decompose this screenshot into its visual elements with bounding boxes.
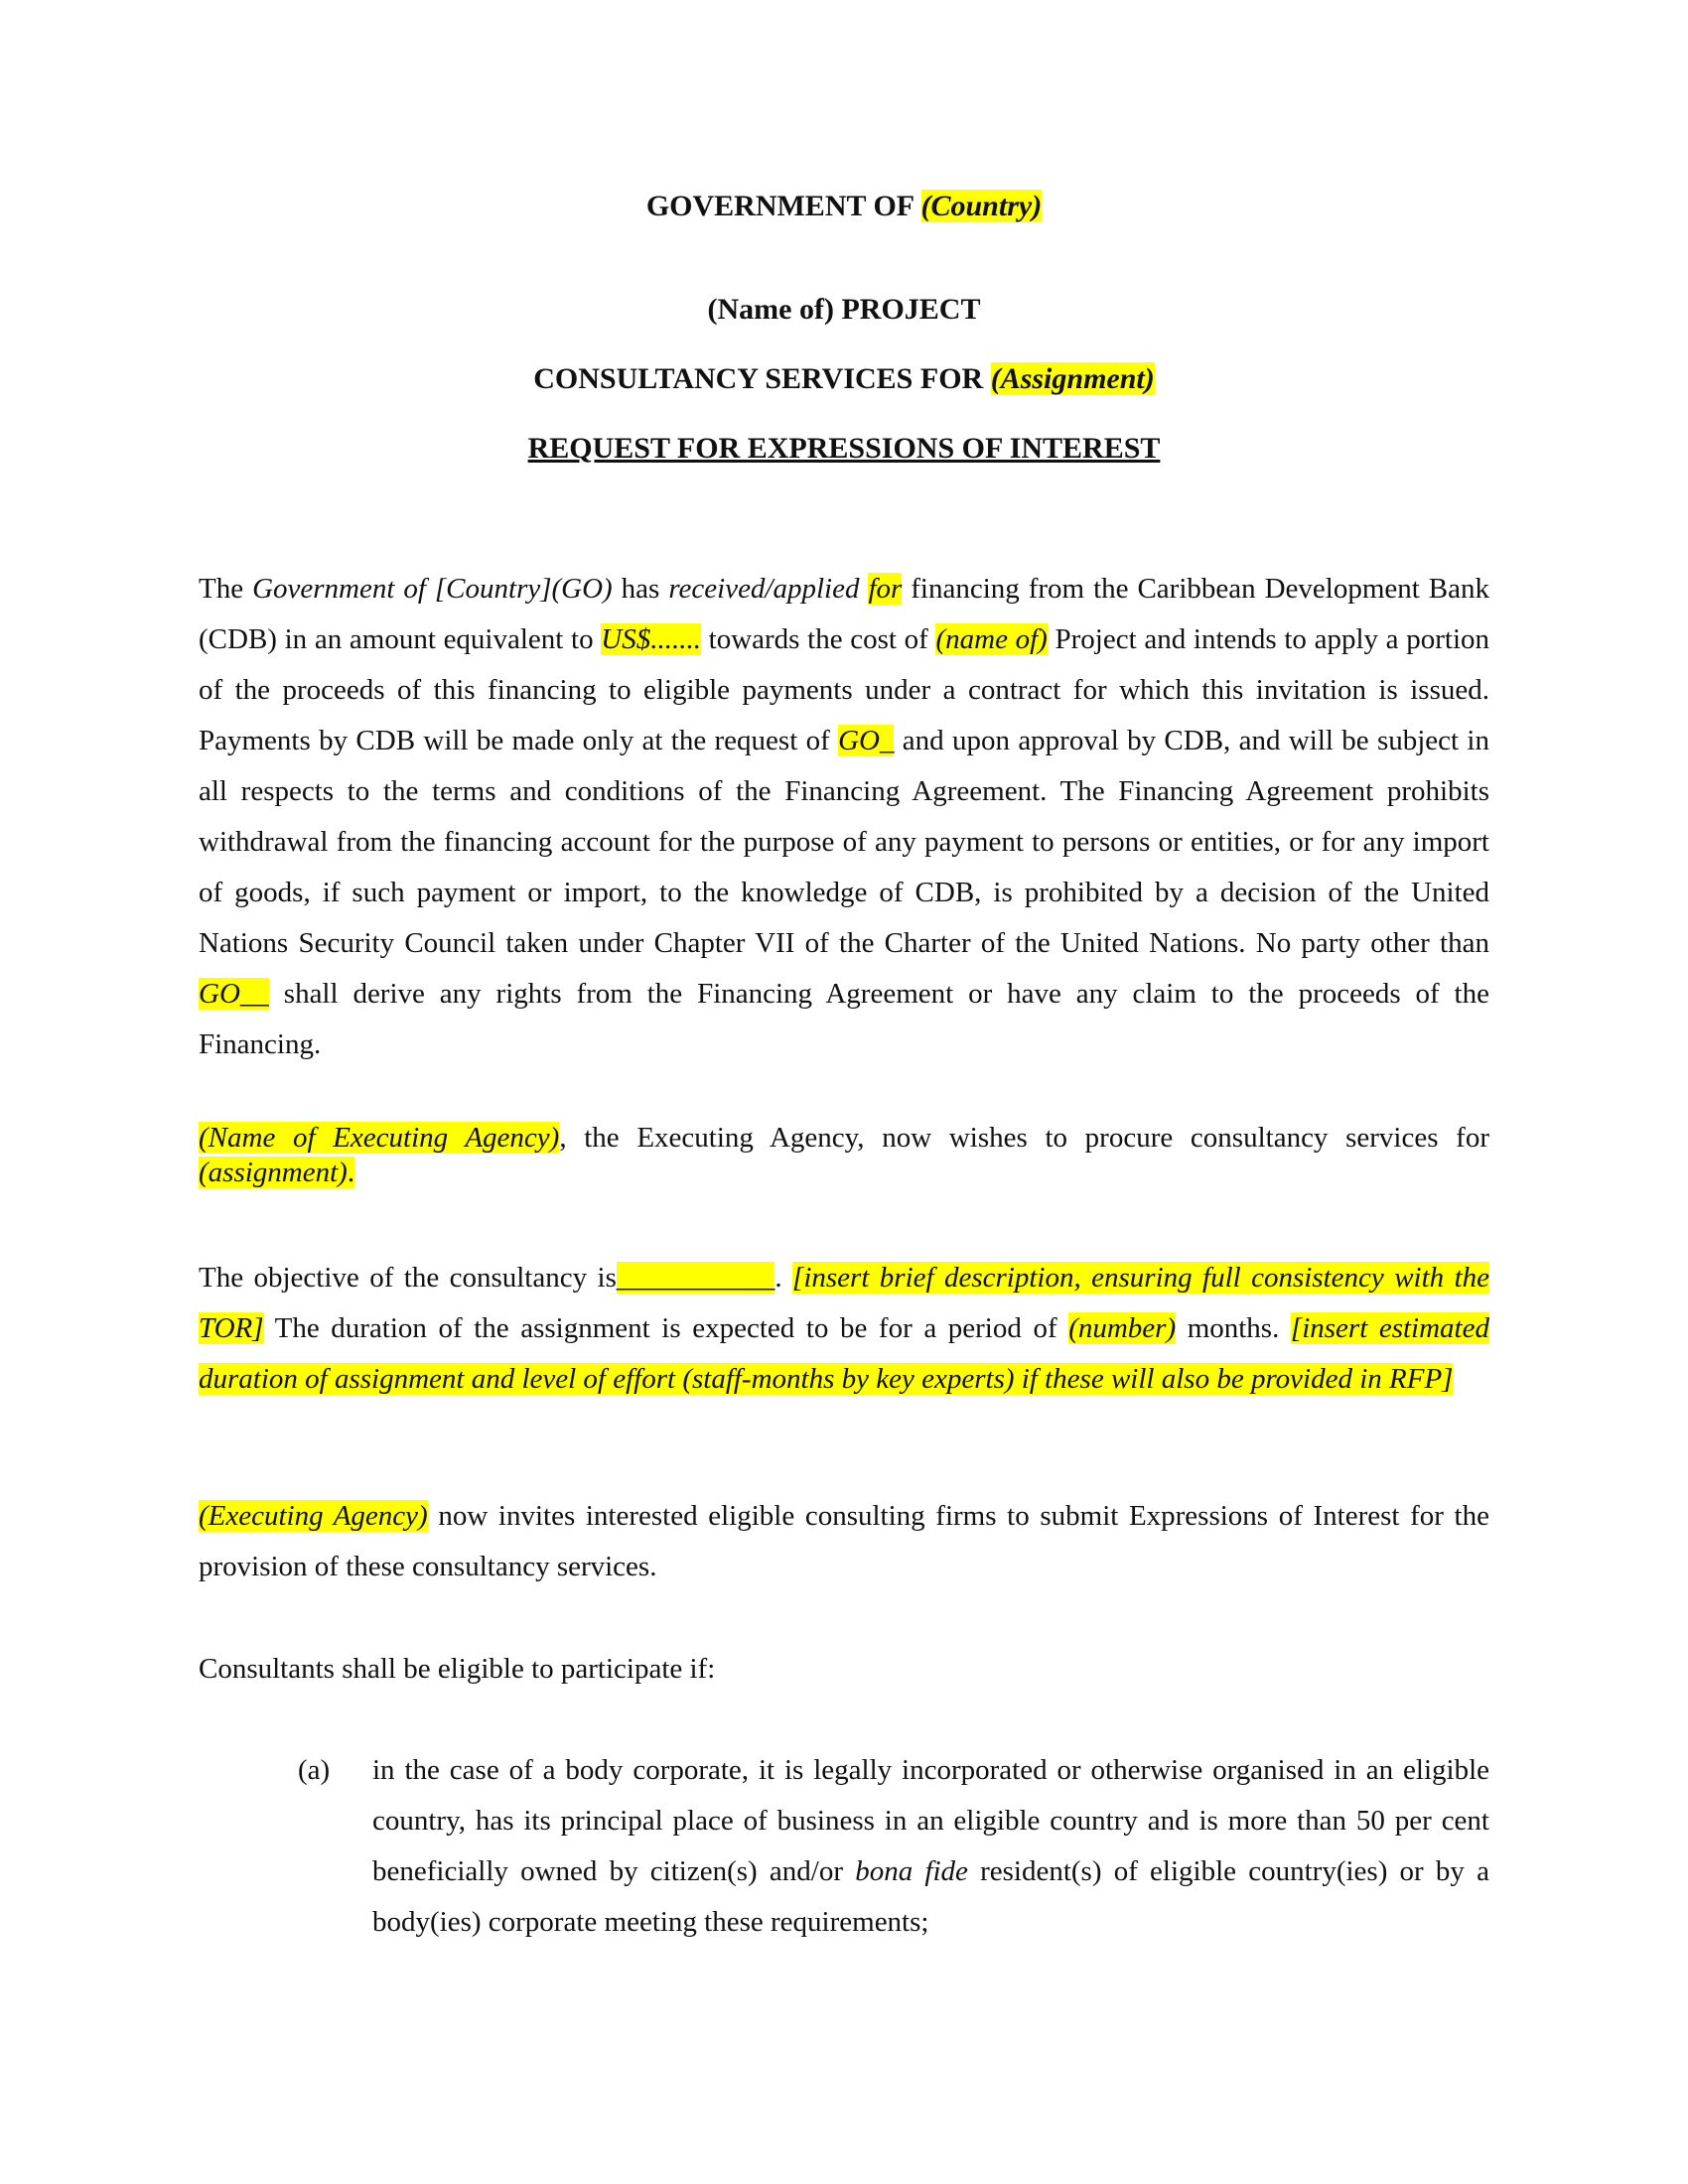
number-placeholder: (number)	[1068, 1312, 1177, 1344]
government-prefix: GOVERNMENT OF	[645, 190, 921, 222]
agency-placeholder: (Name of Executing Agency)	[199, 1122, 560, 1154]
text: now invites interested eligible consulting firms to submit Expressions of Interest for the provision of these consultancy services.	[199, 1500, 1489, 1582]
text: and upon approval by CDB, and will be subject in all respects to the terms and conditions of the Financing Agreement. The Financing Agreement prohibits withdrawal from the financing account for the purpose of any payment to persons or entities, or for any import of goods, if such payment or import, to the knowledge of CDB, is prohibited by a decision of the United Nations Security Council taken under Chapter VII of the Charter of the United Nations. No party other than	[199, 725, 1489, 959]
text: has	[612, 573, 669, 605]
consultancy-prefix: CONSULTANCY SERVICES FOR	[533, 362, 991, 395]
received-applied-text: received/applied	[668, 573, 869, 605]
executing-agency-paragraph	[199, 1121, 1489, 1190]
text: financing from the Caribbean Development Bank (CDB) in an amount equivalent to	[199, 573, 1490, 655]
project-name-placeholder: (name of)	[935, 623, 1048, 655]
bona-fide-text: bona fide	[855, 1855, 968, 1887]
go-placeholder: GO__	[199, 978, 269, 1010]
text: The duration of the assignment is expected to be for a period of	[263, 1312, 1069, 1344]
text: shall derive any rights from the Financing Agreement or have any claim to the proceeds of the Financing.	[199, 978, 1489, 1060]
text: in the case of a body corporate, it is legally incorporated or otherwise organised in an eligible country, has its principal place of business in an eligible country and is more than 50 per cent beneficially owned by citizen(s) and/or	[372, 1754, 1489, 1887]
country-placeholder: (Country)	[920, 190, 1043, 222]
go-placeholder: GO_	[838, 725, 895, 756]
text: towards the cost of	[700, 623, 936, 655]
project-title: (Name of) PROJECT	[707, 293, 981, 326]
text: Project and intends to apply a portion of the proceeds of this financing to eligible payments under a contract for which this invitation is issued. Payments by CDB will be made only at the request of	[199, 623, 1489, 756]
text: , the Executing Agency, now wishes to procure consultancy services for	[559, 1122, 1490, 1154]
financing-paragraph	[199, 564, 1489, 1070]
assignment-placeholder: (assignment)	[199, 1157, 348, 1188]
text: months.	[1176, 1312, 1291, 1344]
invitation-paragraph	[199, 1491, 1489, 1592]
list-item-text	[372, 1745, 1489, 1948]
government-title	[0, 187, 1688, 226]
assignment-placeholder: (Assignment)	[990, 362, 1155, 395]
text: .	[347, 1157, 355, 1188]
request-title: REQUEST FOR EXPRESSIONS OF INTEREST	[527, 432, 1161, 465]
insert-description-note: [insert brief description, ensuring full consistency with the TOR]	[199, 1262, 1489, 1344]
text: resident(s) of eligible country(ies) or by a body(ies) corporate meeting these requirements;	[372, 1855, 1489, 1938]
agency-placeholder: (Executing Agency)	[199, 1500, 428, 1532]
for-highlight: for	[868, 573, 903, 605]
text: The	[199, 573, 253, 605]
text: .	[774, 1262, 793, 1294]
insert-duration-note: [insert estimated duration of assignment and level of effort (staff-months by key experts) if these will also be provided in RFP]	[199, 1312, 1489, 1395]
eligibility-intro: Consultants shall be eligible to participate if:	[199, 1653, 716, 1685]
government-placeholder: Government of [Country](GO)	[252, 573, 613, 605]
list-marker: (a)	[298, 1754, 331, 1786]
text: The objective of the consultancy is	[199, 1262, 617, 1294]
objective-paragraph	[199, 1253, 1489, 1405]
consultancy-title	[0, 359, 1688, 399]
objective-blank: ___________	[616, 1262, 775, 1294]
amount-placeholder: US$.......	[601, 623, 701, 655]
